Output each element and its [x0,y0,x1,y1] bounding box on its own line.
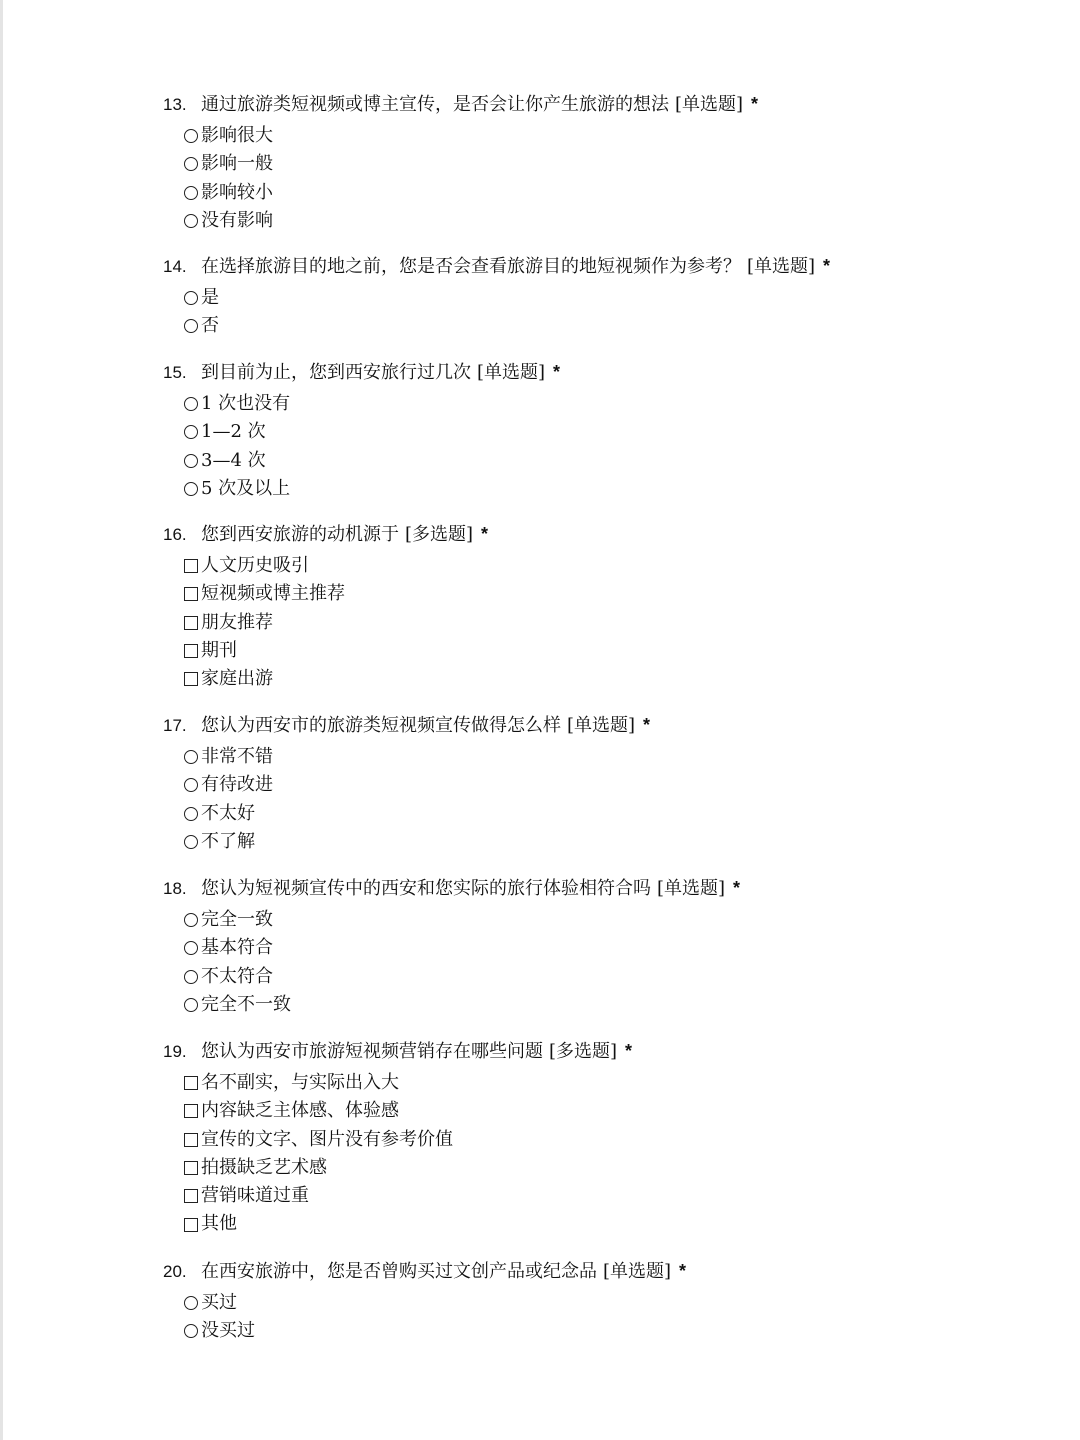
question-type: [多选题] [405,524,474,545]
option-label: 宣传的文字、图片没有参考价值 [201,1128,453,1150]
required-marker: * [643,715,651,735]
radio-circle-icon[interactable] [184,913,198,927]
option-list [184,122,1043,235]
option-label: 1—2 次 [201,421,266,443]
radio-option[interactable] [184,1317,1043,1345]
radio-circle-icon[interactable] [184,186,198,200]
required-marker: * [481,524,489,544]
radio-circle-icon[interactable] [184,750,198,764]
question-15 [163,357,1043,503]
option-label: 没买过 [201,1320,255,1342]
radio-option[interactable] [184,828,1043,856]
radio-option[interactable] [184,179,1043,207]
question-16 [163,519,1043,693]
option-label: 买过 [201,1292,237,1313]
question-title [163,1256,1043,1286]
option-list [184,552,1043,693]
option-label: 其他 [201,1213,237,1235]
radio-option[interactable] [184,934,1043,962]
checkbox-option[interactable] [184,1097,1043,1125]
option-list [184,390,1043,503]
radio-circle-icon[interactable] [184,941,198,955]
option-label: 非常不错 [201,746,273,767]
radio-circle-icon[interactable] [184,319,198,333]
question-19 [163,1036,1043,1239]
option-label: 人文历史吸引 [201,555,309,576]
question-type: [单选题] [747,256,816,277]
radio-circle-icon[interactable] [184,454,198,468]
question-text: 您认为西安市的旅游类短视频宣传做得怎么样 [201,715,561,736]
question-text: 您认为西安市旅游短视频营销存在哪些问题 [201,1041,543,1062]
radio-circle-icon[interactable] [184,482,198,496]
question-title [163,251,1043,281]
option-label: 基本符合 [201,937,273,959]
option-label: 名不副实，与实际出入大 [201,1072,399,1093]
checkbox-square-icon[interactable] [184,1076,198,1090]
required-marker: * [823,256,831,276]
option-list [184,1069,1043,1239]
option-label: 1 次也没有 [201,393,291,414]
question-text: 通过旅游类短视频或博主宣传，是否会让你产生旅游的想法 [201,94,669,115]
option-label: 3—4 次 [201,449,266,471]
radio-circle-icon[interactable] [184,1324,198,1338]
checkbox-square-icon[interactable] [184,1133,198,1147]
required-marker: * [625,1041,633,1061]
option-label: 内容缺乏主体感、体验感 [201,1100,399,1122]
option-list [184,906,1043,1019]
question-20 [163,1256,1043,1346]
question-14 [163,251,1043,341]
question-number: 18. [163,879,187,898]
radio-circle-icon[interactable] [184,1296,198,1310]
question-title [163,89,1043,119]
question-title [163,357,1043,387]
radio-option[interactable] [184,800,1043,828]
option-label: 朋友推荐 [201,611,273,633]
question-number: 13. [163,95,187,114]
question-text: 您到西安旅游的动机源于 [201,524,399,545]
radio-option[interactable] [184,743,1043,771]
checkbox-option[interactable] [184,609,1043,637]
required-marker: * [553,362,561,382]
checkbox-square-icon[interactable] [184,672,198,686]
checkbox-option[interactable] [184,637,1043,665]
radio-circle-icon[interactable] [184,129,198,143]
checkbox-option[interactable] [184,1154,1043,1182]
checkbox-option[interactable] [184,1210,1043,1238]
checkbox-square-icon[interactable] [184,644,198,658]
radio-option[interactable] [184,963,1043,991]
option-list [184,1289,1043,1346]
question-type: [单选题] [603,1261,672,1282]
radio-option[interactable] [184,312,1043,340]
option-label: 完全不一致 [201,993,291,1015]
radio-option[interactable] [184,906,1043,934]
option-label: 不了解 [201,830,255,852]
checkbox-option[interactable] [184,580,1043,608]
option-label: 不太好 [201,802,255,824]
option-list [184,284,1043,341]
checkbox-option[interactable] [184,552,1043,580]
required-marker: * [751,94,759,114]
radio-circle-icon[interactable] [184,157,198,171]
option-label: 期刊 [201,639,237,661]
radio-circle-icon[interactable] [184,835,198,849]
checkbox-square-icon[interactable] [184,587,198,601]
option-label: 完全一致 [201,909,273,930]
checkbox-option[interactable] [184,1182,1043,1210]
checkbox-option[interactable] [184,1069,1043,1097]
question-title [163,710,1043,740]
radio-circle-icon[interactable] [184,214,198,228]
checkbox-option[interactable] [184,665,1043,693]
checkbox-square-icon[interactable] [184,559,198,573]
page-edge [0,0,3,1440]
checkbox-square-icon[interactable] [184,1104,198,1118]
question-17 [163,710,1043,856]
option-label: 否 [201,315,219,337]
question-text: 在西安旅游中，您是否曾购买过文创产品或纪念品 [201,1261,597,1282]
option-label: 短视频或博主推荐 [201,583,345,605]
option-label: 没有影响 [201,209,273,231]
radio-option[interactable] [184,284,1043,312]
question-number: 17. [163,716,187,735]
option-label: 是 [201,287,219,308]
checkbox-square-icon[interactable] [184,616,198,630]
checkbox-square-icon[interactable] [184,1161,198,1175]
option-label: 家庭出游 [201,668,273,690]
question-number: 16. [163,525,187,544]
radio-option[interactable] [184,150,1043,178]
radio-option[interactable] [184,1289,1043,1317]
question-number: 20. [163,1262,187,1281]
checkbox-option[interactable] [184,1126,1043,1154]
radio-circle-icon[interactable] [184,397,198,411]
checkbox-square-icon[interactable] [184,1218,198,1232]
radio-option[interactable] [184,991,1043,1019]
question-title [163,873,1043,903]
option-label: 有待改进 [201,774,273,796]
question-number: 15. [163,363,187,382]
question-text: 在选择旅游目的地之前，您是否会查看旅游目的地短视频作为参考？ [201,256,741,277]
question-13 [163,89,1043,235]
radio-option[interactable] [184,122,1043,150]
radio-option[interactable] [184,771,1043,799]
radio-option[interactable] [184,207,1043,235]
option-list [184,743,1043,856]
option-label: 影响很大 [201,125,273,146]
checkbox-square-icon[interactable] [184,1189,198,1203]
question-number: 14. [163,257,187,276]
required-marker: * [679,1261,687,1281]
question-type: [单选题] [567,715,636,736]
radio-circle-icon[interactable] [184,291,198,305]
question-text: 您认为短视频宣传中的西安和您实际的旅行体验相符合吗 [201,878,651,899]
option-label: 影响较小 [201,181,273,203]
question-text: 到目前为止，您到西安旅行过几次 [201,362,471,383]
radio-circle-icon[interactable] [184,970,198,984]
radio-circle-icon[interactable] [184,807,198,821]
required-marker: * [733,878,741,898]
question-title [163,519,1043,549]
question-number: 19. [163,1042,187,1061]
question-type: [单选题] [675,94,744,115]
option-label: 5 次及以上 [201,477,291,499]
radio-option[interactable] [184,418,1043,446]
option-label: 营销味道过重 [201,1185,309,1207]
radio-circle-icon[interactable] [184,998,198,1012]
option-label: 不太符合 [201,965,273,987]
radio-circle-icon[interactable] [184,425,198,439]
question-type: [单选题] [657,878,726,899]
question-type: [多选题] [549,1041,618,1062]
radio-option[interactable] [184,475,1043,503]
radio-option[interactable] [184,447,1043,475]
question-18 [163,873,1043,1019]
radio-option[interactable] [184,390,1043,418]
question-title [163,1036,1043,1066]
option-label: 拍摄缺乏艺术感 [201,1156,327,1178]
radio-circle-icon[interactable] [184,778,198,792]
question-type: [单选题] [477,362,546,383]
option-label: 影响一般 [201,153,273,175]
